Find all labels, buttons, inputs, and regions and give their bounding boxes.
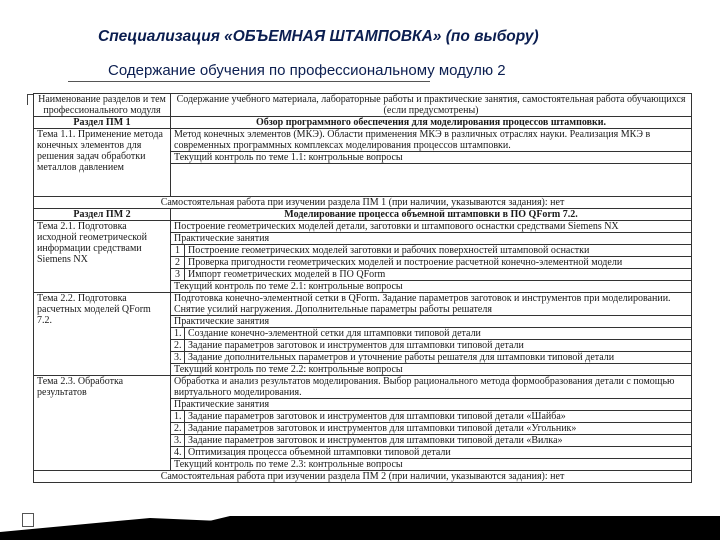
slide-title: Специализация «ОБЪЕМНАЯ ШТАМПОВКА» (по выбору)	[98, 28, 539, 45]
table-row	[34, 376, 692, 399]
item-text: Построение геометрических моделей заготовки и рабочих поверхностей штамповой оснастки	[185, 245, 692, 257]
bottom-decoration	[0, 514, 720, 540]
table-row	[34, 293, 692, 316]
item-text: Импорт геометрических моделей в ПО QForm	[185, 269, 692, 281]
topic-intro: Обработка и анализ результатов моделирования. Выбор рационального метода формообразования детали с помощью виртуального моделирования.	[171, 376, 692, 399]
item-number: 2	[171, 257, 185, 269]
self-study-text: Самостоятельная работа при изучении раздела ПМ 2 (при наличии, указываются задания): нет	[34, 471, 692, 483]
bottom-band	[130, 516, 720, 540]
item-text: Задание параметров заготовок и инструментов для штамповки типовой детали «Шайба»	[185, 411, 692, 423]
practical-label: Практические занятия	[171, 316, 692, 328]
section-content: Моделирование процесса объемной штамповки в ПО QForm 7.2.	[171, 209, 692, 221]
section-row	[34, 117, 692, 129]
item-number: 3.	[171, 352, 185, 364]
section-row	[34, 209, 692, 221]
self-study-row	[34, 197, 692, 209]
item-number: 2.	[171, 340, 185, 352]
item-number: 3	[171, 269, 185, 281]
item-number: 1.	[171, 328, 185, 340]
topic-name: Тема 2.3. Обработка результатов	[34, 376, 171, 471]
item-text: Задание параметров заготовок и инструментов для штамповки типовой детали	[185, 340, 692, 352]
item-text: Задание дополнительных параметров и уточнение работы решателя для штамповки типовой детали	[185, 352, 692, 364]
curriculum-table	[33, 93, 692, 483]
self-study-text: Самостоятельная работа при изучении раздела ПМ 1 (при наличии, указываются задания): нет	[34, 197, 692, 209]
slide-subtitle: Содержание обучения по профессиональному модулю 2	[108, 62, 506, 79]
topic-name: Тема 2.2. Подготовка расчетных моделей QForm 7.2.	[34, 293, 171, 376]
topic-intro: Подготовка конечно-элементной сетки в QForm. Задание параметров заготовок и инструментов при моделировании. Снятие усилий нагружения. Дополнительные параметры работы решателя	[171, 293, 692, 316]
item-text: Задание параметров заготовок и инструментов для штамповки типовой детали «Угольник»	[185, 423, 692, 435]
topic-name: Тема 1.1. Применение метода конечных элементов для решения задач обработки металлов давлением	[34, 129, 171, 197]
topic-control: Текущий контроль по теме 2.2: контрольные вопросы	[171, 364, 692, 376]
column-header-content: Содержание учебного материала, лабораторные работы и практические занятия, самостоятельная работа обучающихся (если предусмотрены)	[171, 94, 692, 117]
item-number: 2.	[171, 423, 185, 435]
table-row	[34, 129, 692, 152]
title-underline	[68, 81, 430, 82]
section-title: Раздел ПМ 1	[34, 117, 171, 129]
item-text: Оптимизация процесса объемной штамповки типовой детали	[185, 447, 692, 459]
topic-control: Текущий контроль по теме 2.3: контрольные вопросы	[171, 459, 692, 471]
page-icon	[22, 513, 34, 527]
topic-intro: Построение геометрических моделей детали, заготовки и штампового оснастки средствами Siemens NX	[171, 221, 692, 233]
item-text: Создание конечно-элементной сетки для штамповки типовой детали	[185, 328, 692, 340]
self-study-row	[34, 471, 692, 483]
topic-control: Текущий контроль по теме 2.1: контрольные вопросы	[171, 281, 692, 293]
table-row	[34, 221, 692, 233]
topic-control: Текущий контроль по теме 1.1: контрольные вопросы	[171, 152, 692, 164]
item-text: Задание параметров заготовок и инструментов для штамповки типовой детали «Вилка»	[185, 435, 692, 447]
section-content: Обзор программного обеспечения для моделирования процессов штамповки.	[171, 117, 692, 129]
item-number: 4.	[171, 447, 185, 459]
column-header-sections: Наименование разделов и тем профессионального модуля	[34, 94, 171, 117]
topic-content: Метод конечных элементов (МКЭ). Области применения МКЭ в различных отраслях науки. Реализация МКЭ в современных программных комплексах моделирования процессов штамповки.	[171, 129, 692, 152]
item-text: Проверка пригодности геометрических моделей и построение расчетной конечно-элементной модели	[185, 257, 692, 269]
table-header-row	[34, 94, 692, 117]
topic-name: Тема 2.1. Подготовка исходной геометрической информации средствами Siemens NX	[34, 221, 171, 293]
practical-label: Практические занятия	[171, 233, 692, 245]
item-number: 3.	[171, 435, 185, 447]
item-number: 1.	[171, 411, 185, 423]
practical-label: Практические занятия	[171, 399, 692, 411]
section-title: Раздел ПМ 2	[34, 209, 171, 221]
empty-cell	[171, 164, 692, 197]
item-number: 1	[171, 245, 185, 257]
